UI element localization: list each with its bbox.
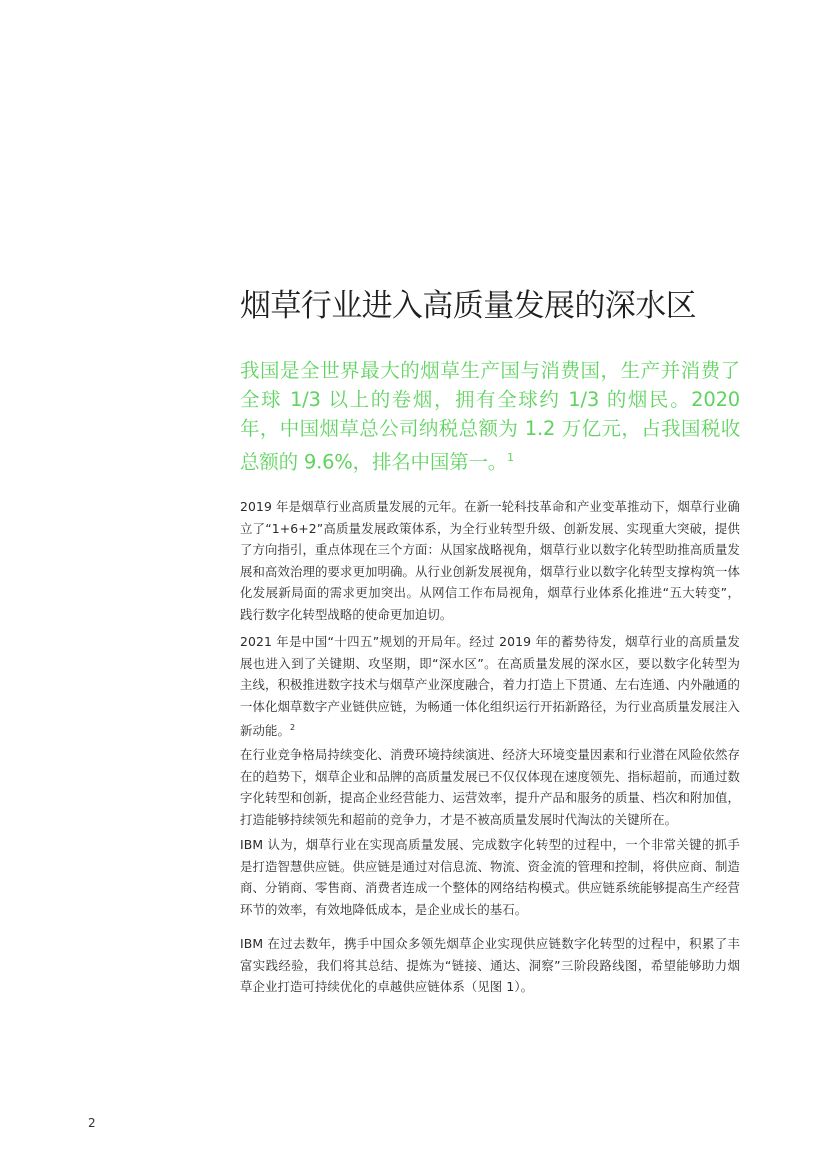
lead-footnote-ref: 1 (507, 451, 514, 464)
paragraph-text: IBM 在过去数年，携手中国众多领先烟草企业实现供应链数字化转型的过程中，积累了丰富实践经验，我们将其总结、提炼为“链接、通达、洞察”三阶段路线图，希望能够助力烟草企业打造可持续优化的卓越供应链体系（见图 1）。 (240, 936, 740, 994)
paragraph-text: 2021 年是中国“十四五”规划的开局年。经过 2019 年的蓄势待发，烟草行业的高质量发展也进入到了关键期、攻坚期，即“深水区”。在高质量发展的深水区，要以数字化转型为主线，积极推进数字技术与烟草产业深度融合，着力打造上下贯通、左右连通、内外融通的一体化烟草数字产业链供应链，为畅通一体化组织运行开拓新路径，为行业高质量发展注入新动能。 (240, 634, 740, 739)
footnote-ref: 2 (289, 723, 296, 732)
body-paragraph-3 (240, 744, 740, 830)
paragraph-text: 在行业竞争格局持续变化、消费环境持续演进、经济大环境变量因素和行业潜在风险依然存在的趋势下，烟草企业和品牌的高质量发展已不仅仅体现在速度领先、指标超前，而通过数字化转型和创新，提高企业经营能力、运营效率，提升产品和服务的质量、档次和附加值，打造能够持续领先和超前的竞争力，才是不被高质量发展时代淘汰的关键所在。 (240, 747, 740, 827)
body-paragraph-4 (240, 834, 740, 920)
lead-paragraph (240, 356, 740, 477)
section-title: 烟草行业进入高质量发展的深水区 (240, 288, 696, 324)
page-number: 2 (88, 1116, 96, 1130)
body-paragraph-2 (240, 631, 740, 742)
lead-text: 我国是全世界最大的烟草生产国与消费国，生产并消费了全球 1/3 以上的卷烟，拥有全球约 1/3 的烟民。2020 年，中国烟草总公司纳税总额为 1.2 万亿元，占我国税收总额的 9.6%，排名中国第一。 (240, 359, 740, 474)
paragraph-text: IBM 认为，烟草行业在实现高质量发展、完成数字化转型的过程中，一个非常关键的抓手是打造智慧供应链。供应链是通过对信息流、物流、资金流的管理和控制，将供应商、制造商、分销商、零售商、消费者连成一个整体的网络结构模式。供应链系统能够提高生产经营环节的效率，有效地降低成本，是企业成长的基石。 (240, 837, 740, 917)
body-paragraph-5 (240, 933, 740, 998)
paragraph-text: 2019 年是烟草行业高质量发展的元年。在新一轮科技革命和产业变革推动下，烟草行业确立了“1+6+2”高质量发展政策体系，为全行业转型升级、创新发展、实现重大突破，提供了方向指引，重点体现在三个方面：从国家战略视角，烟草行业以数字化转型助推高质量发展和高效治理的要求更加明确。从行业创新发展视角，烟草行业以数字化转型支撑构筑一体化发展新局面的需求更加突出。从网信工作布局视角，烟草行业体系化推进“五大转变”，践行数字化转型战略的使命更加迫切。 (240, 499, 740, 622)
body-paragraph-1 (240, 496, 740, 625)
